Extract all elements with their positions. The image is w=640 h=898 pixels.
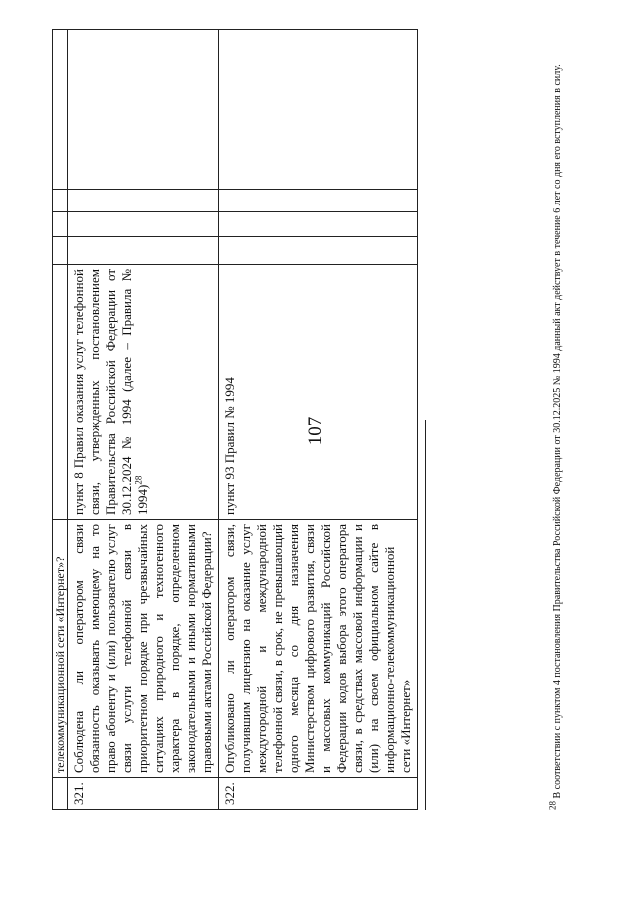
table-cell [53,778,68,810]
table-cell [219,212,418,237]
footnote-marker: 28 [547,801,558,810]
table-cell [53,190,68,212]
table-cell [68,30,219,190]
table-cell [53,237,68,265]
table-row-continuation [53,30,68,810]
checklist-table [52,29,418,810]
question-text: Опубликовано ли оператором связи, получившим лицензию на оказание услуг междугородной и международной телефонной связи, в срок, не превышающий одного месяца со дня назначения Министерством цифрового развития, связи и массовых коммуникаций Российской Федерации кодов выбора этого оператора связи, в средствах массовой информации и (или) на своем официальном сайте в информационно-телекоммуникационной сети «Интернет» [219,520,418,778]
table-cell [219,190,418,212]
legal-reference: пункт 93 Правил № 1994 [219,265,418,520]
table-cell [53,30,68,190]
table-row [68,30,219,810]
footnote-separator [425,420,426,810]
row-number: 321. [68,778,219,810]
footnote-marker: 28 [133,475,144,485]
table-cell [68,190,219,212]
table-cell [53,265,68,520]
table-cell [68,237,219,265]
legal-reference-text: пункт 8 Правил оказания услуг телефонной связи, утвержденных постановлением Правительства Российской Федерации от 30.12.2024 № 1994 (далее – Правила № 1994) [71,269,150,515]
footnote [547,30,564,810]
table-cell [68,212,219,237]
legal-reference [68,265,219,520]
question-text: Соблюдена ли оператором связи обязанность оказывать имеющему на то право абоненту и (или) пользователю услуг связи услуги телефонной связи в приоритетном порядке при чрезвычайных ситуациях природного и техногенного характера в порядке, определенном законодательными и иными нормативными правовыми актами Российской Федерации? [68,520,219,778]
document-body [52,30,592,810]
row-number: 322. [219,778,418,810]
table-cell [53,212,68,237]
page-number: 107 [305,416,326,446]
table-row [219,30,418,810]
table-cell [219,30,418,190]
footnote-text: В соответствии с пунктом 4 постановления Правительства Российской Федерации от 30.12.2025 № 1994 данный акт действует в течение 6 лет со дня его вступления в силу. [552,64,563,799]
table-cell [219,237,418,265]
continued-question-text: телекоммуникационной сети «Интернет»? [53,520,68,778]
